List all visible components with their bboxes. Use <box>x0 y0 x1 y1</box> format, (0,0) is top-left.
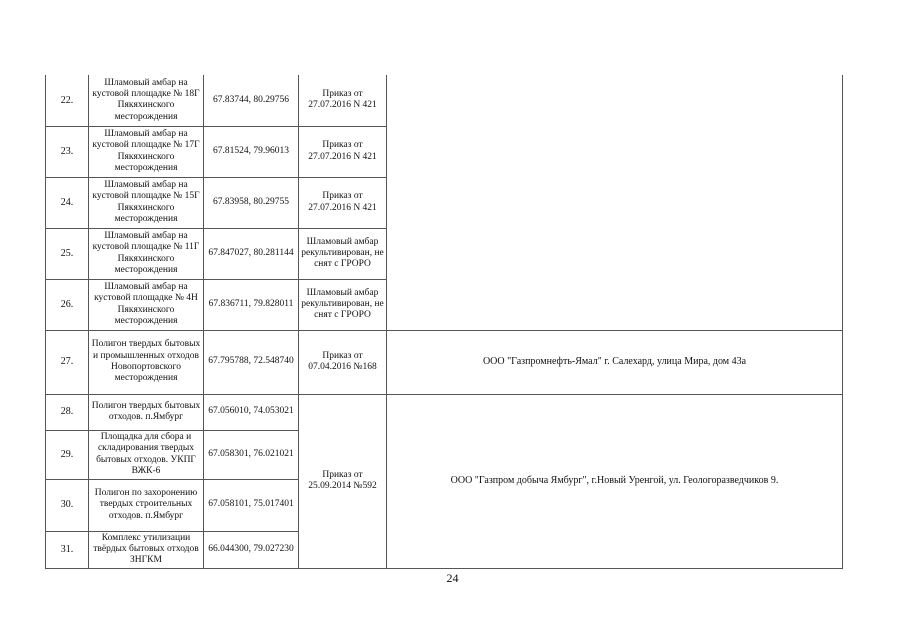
object-name: Полигон твердых бытовых отходов. п.Ямбург <box>89 394 204 430</box>
coordinates: 67.847027, 80.281144 <box>204 228 299 279</box>
coordinates: 66.044300, 79.027230 <box>204 531 299 568</box>
object-name: Шламовый амбар на кустовой площадке № 18Г Пякяхинского месторождения <box>89 75 204 126</box>
object-name: Шламовый амбар на кустовой площадке № 11Г Пякяхинского месторождения <box>89 228 204 279</box>
coordinates: 67.058101, 75.017401 <box>204 479 299 531</box>
row-number: 26. <box>46 279 89 330</box>
table-row <box>46 330 843 394</box>
row-number: 29. <box>46 430 89 479</box>
order-cell: Приказ от 27.07.2016 N 421 <box>299 177 387 228</box>
order-cell: Приказ от 07.04.2016 №168 <box>299 330 387 394</box>
row-number: 22. <box>46 75 89 126</box>
coordinates: 67.83958, 80.29755 <box>204 177 299 228</box>
organization-cell: ООО "Газпром добыча Ямбург", г.Новый Уренгой, ул. Геологоразведчиков 9. <box>387 394 843 568</box>
row-number: 31. <box>46 531 89 568</box>
row-number: 27. <box>46 330 89 394</box>
coordinates: 67.81524, 79.96013 <box>204 126 299 177</box>
object-name: Полигон по захоронению твердых строительных отходов. п.Ямбург <box>89 479 204 531</box>
row-number: 24. <box>46 177 89 228</box>
coordinates: 67.795788, 72.548740 <box>204 330 299 394</box>
page-number: 24 <box>446 571 459 585</box>
organization-cell-empty <box>387 75 843 330</box>
registry-table <box>45 75 843 569</box>
row-number: 28. <box>46 394 89 430</box>
order-cell: Приказ от 27.07.2016 N 421 <box>299 126 387 177</box>
object-name: Площадка для сбора и складирования твердых бытовых отходов. УКПГ ВЖК-6 <box>89 430 204 479</box>
order-cell: Шламовый амбар рекультивирован, не снят с ГРОРО <box>299 279 387 330</box>
object-name: Комплекс утилизации твёрдых бытовых отходов ЗНГКМ <box>89 531 204 568</box>
coordinates: 67.056010, 74.053021 <box>204 394 299 430</box>
coordinates: 67.836711, 79.828011 <box>204 279 299 330</box>
coordinates: 67.058301, 76.021021 <box>204 430 299 479</box>
object-name: Полигон твердых бытовых и промышленных отходов Новопортовского месторождения <box>89 330 204 394</box>
object-name: Шламовый амбар на кустовой площадке № 4Н Пякяхинского месторождения <box>89 279 204 330</box>
object-name: Шламовый амбар на кустовой площадке № 17Г Пякяхинского месторождения <box>89 126 204 177</box>
row-number: 23. <box>46 126 89 177</box>
object-name: Шламовый амбар на кустовой площадке № 15Г Пякяхинского месторождения <box>89 177 204 228</box>
organization-cell: ООО "Газпромнефть-Ямал" г. Салехард, улица Мира, дом 43а <box>387 330 843 394</box>
order-cell: Шламовый амбар рекультивирован, не снят с ГРОРО <box>299 228 387 279</box>
order-cell: Приказ от 25.09.2014 №592 <box>299 394 387 568</box>
row-number: 25. <box>46 228 89 279</box>
coordinates: 67.83744, 80.29756 <box>204 75 299 126</box>
table-row <box>46 394 843 430</box>
row-number: 30. <box>46 479 89 531</box>
order-cell: Приказ от 27.07.2016 N 421 <box>299 75 387 126</box>
table-row <box>46 75 843 126</box>
